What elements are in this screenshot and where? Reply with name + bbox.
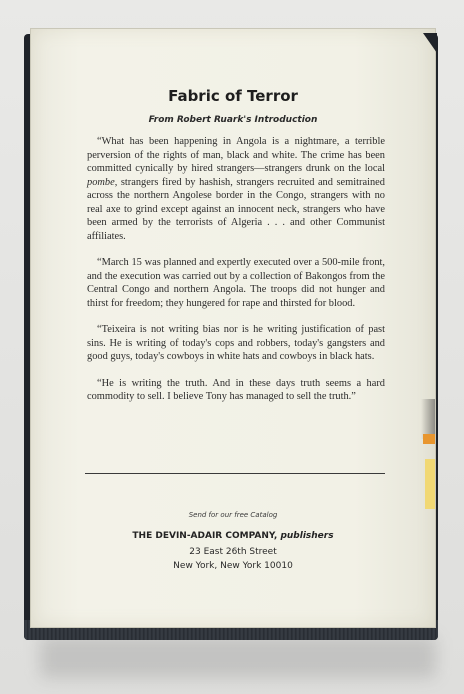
- spine-edge-yellow-mark: [425, 459, 435, 509]
- book-shadow: [40, 636, 436, 678]
- jacket-subtitle: From Robert Ruark's Introduction: [148, 115, 318, 125]
- publisher-line: [31, 531, 435, 541]
- jacket-title: Fabric of Terror: [168, 87, 298, 105]
- excerpt-paragraph-2: “March 15 was planned and expertly executed over a 500-mile front, and the execution was carried out by a collection of Bakongos from the Central Congo and northern Angola. The troops did not hunger and thirst for freedom; they hungered for rape and thirsted for blood.: [87, 257, 385, 309]
- excerpt-paragraph-4: “He is writing the truth. And in these days truth seems a hard commodity to sell. I believe Tony has managed to sell the truth.”: [87, 377, 385, 403]
- excerpt-paragraph-1: [87, 135, 385, 243]
- jacket-corner-tear: [423, 33, 437, 53]
- publisher-name: THE DEVIN-ADAIR COMPANY,: [132, 531, 278, 541]
- catalog-note: Send for our free Catalog: [188, 511, 278, 519]
- publisher-role: publishers: [280, 531, 334, 541]
- introduction-excerpt: [87, 135, 385, 417]
- excerpt-paragraph-1-before: “What has been happening in Angola is a nightmare, a terrible perversion of the rights of man, black and white. The crime has been committed cynically by hired strangers—strangers drunk on the local: [87, 136, 385, 175]
- dust-jacket-back: [30, 28, 436, 628]
- divider-rule: [85, 473, 385, 474]
- excerpt-paragraph-3: “Teixeira is not writing bias nor is he writing justification of past sins. He is writing of today's cops and robbers, today's gangsters and good guys, today's cowboys in white hats and cowboys in black hats.: [87, 324, 385, 363]
- spine-edge-gray-mark: [421, 399, 435, 439]
- excerpt-paragraph-1-emphasis: pombe: [87, 176, 115, 188]
- publisher-address-street: 23 East 26th Street: [189, 547, 277, 557]
- spine-edge-orange-mark: [423, 434, 435, 444]
- publisher-address-city: New York, New York 10010: [173, 561, 293, 571]
- excerpt-paragraph-1-after: , strangers fired by hashish, strangers recruited and semitrained across the northern Angolese border in the Congo, strangers with no real axe to grind except against an innocent neck, strangers who have been armed by the terrorists of Algeria . . . and other Communist affiliates.: [87, 176, 385, 242]
